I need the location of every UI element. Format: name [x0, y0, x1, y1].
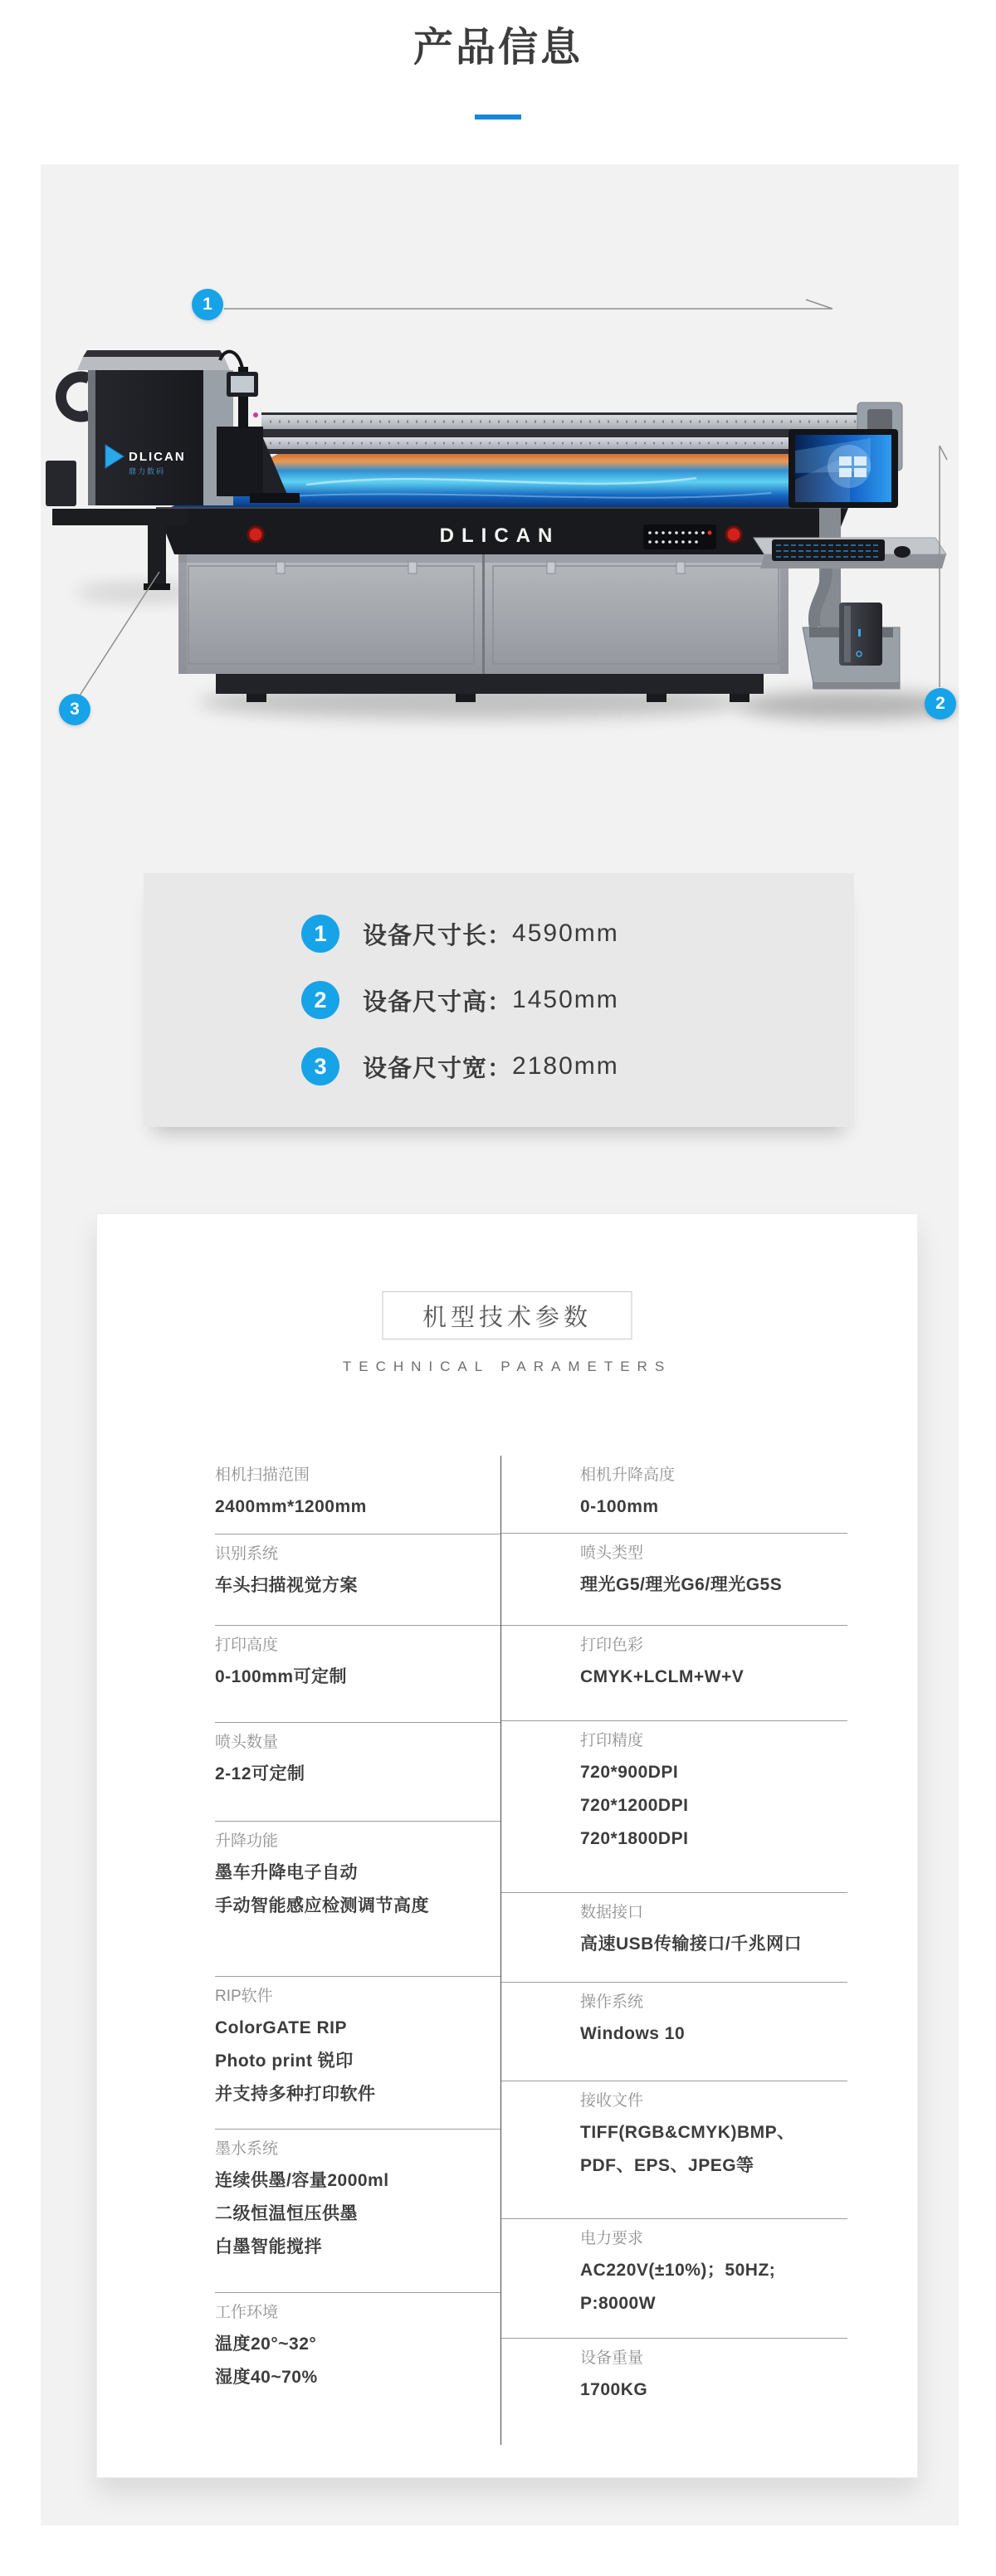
spec-value-line: 白墨智能搅拌 — [215, 2237, 322, 2256]
spec-value-line: 2-12可定制 — [215, 1764, 305, 1783]
brand-logo-front: DLICAN — [439, 524, 560, 547]
spec-label: 操作系统 — [580, 1993, 644, 2011]
spec-row — [215, 1626, 500, 1723]
spec-value-line: CMYK+LCLM+W+V — [580, 1667, 745, 1686]
callout-line-1 — [224, 300, 832, 309]
spec-row — [501, 1893, 847, 1983]
spec-value-line: 720*900DPI — [580, 1763, 679, 1782]
spec-value — [580, 2116, 847, 2183]
spec-value — [580, 1569, 847, 1602]
svg-text:鼎力数码: 鼎力数码 — [129, 467, 166, 476]
spec-value — [215, 2328, 500, 2394]
spec-row — [501, 1534, 847, 1626]
dimension-badge: 1 — [301, 915, 339, 953]
spec-label: 设备重量 — [580, 2349, 644, 2367]
spec-value-line: 0-100mm可定制 — [215, 1667, 348, 1686]
spec-value — [580, 1490, 847, 1524]
product-figure — [41, 164, 959, 866]
spec-row — [215, 1456, 500, 1534]
spec-label: 工作环境 — [215, 2304, 279, 2321]
dimension-row — [301, 980, 854, 1020]
technical-parameters-card — [96, 1213, 918, 2478]
printer-illustration — [41, 164, 959, 866]
spec-label: 相机升降高度 — [580, 1466, 676, 1484]
spec-value-line: 720*1800DPI — [580, 1829, 689, 1848]
spec-value — [215, 1661, 500, 1694]
spec-label: 相机扫描范围 — [215, 1466, 310, 1484]
spec-row — [501, 1456, 847, 1534]
spec-value — [215, 1758, 500, 1791]
spec-value — [580, 1928, 847, 1961]
spec-value-line: AC220V(±10%)；50HZ; — [580, 2261, 776, 2280]
dimension-value: 4590mm — [512, 920, 619, 947]
spec-value-line: Photo print 锐印 — [215, 2052, 354, 2071]
cabinet — [178, 554, 788, 702]
emergency-stop-button-right — [726, 527, 741, 542]
spec-value-line: 2400mm*1200mm — [215, 1497, 367, 1516]
spec-row — [501, 2081, 847, 2219]
spec-value-line: PDF、EPS、JPEG等 — [580, 2156, 754, 2175]
spec-value-line: 高速USB传输接口/千兆网口 — [580, 1934, 803, 1954]
svg-text:DLICAN: DLICAN — [129, 450, 186, 464]
dimension-badge: 3 — [301, 1047, 339, 1086]
front-rail — [156, 508, 848, 554]
spec-value-line: 1700KG — [580, 2380, 648, 2399]
spec-value — [580, 1756, 847, 1856]
spec-value — [215, 1569, 500, 1603]
spec-row — [501, 1983, 847, 2081]
spec-row — [501, 2339, 847, 2445]
spec-value-line: 墨车升降电子自动 — [215, 1863, 358, 1882]
spec-value-line: 温度20°~32° — [215, 2334, 317, 2354]
spec-row — [501, 1721, 847, 1893]
spec-value-line: 湿度40~70% — [215, 2368, 318, 2387]
spec-value-line: ColorGATE RIP — [215, 2018, 347, 2037]
dimension-label: 设备尺寸宽： — [363, 1055, 513, 1082]
spec-value — [215, 2012, 500, 2111]
spec-label: 喷头类型 — [580, 1544, 644, 1562]
spec-value-line: 0-100mm — [580, 1497, 659, 1516]
spec-label: RIP软件 — [215, 1988, 273, 2005]
spec-value — [215, 2164, 500, 2264]
spec-row — [501, 2219, 847, 2339]
spec-value-line: TIFF(RGB&CMYK)BMP、 — [580, 2123, 795, 2142]
dimension-value: 1450mm — [512, 986, 619, 1013]
spec-value-line: 并支持多种打印软件 — [215, 2085, 376, 2104]
dimensions-panel — [144, 873, 854, 1127]
page-title: 产品信息 — [413, 26, 583, 70]
spec-value-line: P:8000W — [580, 2294, 657, 2313]
spec-value-line: 二级恒温恒压供墨 — [215, 2204, 358, 2223]
spec-label: 打印色彩 — [580, 1637, 644, 1654]
callout-badge-1: 1 — [192, 289, 223, 320]
dimension-value: 2180mm — [512, 1052, 619, 1080]
mouse — [894, 546, 911, 558]
emergency-stop-button-left — [248, 527, 263, 542]
spec-value — [215, 1490, 500, 1524]
cable-chain — [61, 377, 89, 417]
spec-value — [215, 1856, 500, 1923]
spec-value — [580, 2374, 847, 2407]
spec-value-line: 手动智能感应检测调节高度 — [215, 1896, 429, 1915]
dimension-row — [301, 1046, 854, 1086]
spec-row — [215, 2293, 500, 2445]
spec-heading: 机型技术参数 — [422, 1304, 592, 1331]
spec-heading-box — [383, 1291, 632, 1339]
spec-row — [215, 2130, 500, 2293]
dimension-row — [301, 914, 854, 954]
spec-column-left — [215, 1456, 500, 2445]
pc-tower — [839, 603, 882, 666]
spec-subheading: TECHNICAL PARAMETERS — [342, 1359, 672, 1374]
spec-row — [501, 1626, 847, 1721]
spec-row — [215, 1723, 500, 1822]
dimension-badge: 2 — [301, 981, 339, 1019]
keyboard-tray — [754, 538, 946, 568]
callout-badge-3: 3 — [59, 694, 90, 725]
spec-table — [215, 1456, 847, 2445]
spec-label: 电力要求 — [580, 2230, 644, 2247]
spec-label: 墨水系统 — [215, 2140, 279, 2158]
spec-label: 喷头数量 — [215, 1734, 279, 1751]
spec-value-line: 连续供墨/容量2000ml — [215, 2171, 389, 2190]
spec-label: 打印高度 — [215, 1637, 279, 1654]
spec-row — [215, 1977, 500, 2130]
spec-column-right — [500, 1456, 847, 2445]
spec-row — [215, 1534, 500, 1626]
spec-label: 升降功能 — [215, 1832, 279, 1850]
spec-label: 数据接口 — [580, 1904, 644, 1921]
spec-value — [580, 1661, 847, 1694]
spec-label: 接收文件 — [580, 2092, 644, 2110]
monitor — [788, 429, 898, 508]
callout-badge-2: 2 — [925, 688, 956, 720]
spec-value — [580, 2017, 847, 2051]
spec-value-line: 理光G5/理光G6/理光G5S — [580, 1575, 783, 1594]
spec-value-line: Windows 10 — [580, 2024, 686, 2043]
control-panel — [643, 524, 716, 549]
spec-label: 识别系统 — [215, 1545, 279, 1563]
dimension-label: 设备尺寸高： — [363, 988, 513, 1016]
dimension-label: 设备尺寸长： — [363, 922, 513, 949]
spec-label: 打印精度 — [580, 1732, 644, 1749]
spec-value — [580, 2254, 847, 2320]
spec-value-line: 720*1200DPI — [580, 1796, 689, 1815]
title-underline — [475, 115, 521, 120]
spec-value-line: 车头扫描视觉方案 — [215, 1576, 358, 1595]
spec-row — [215, 1822, 500, 1977]
